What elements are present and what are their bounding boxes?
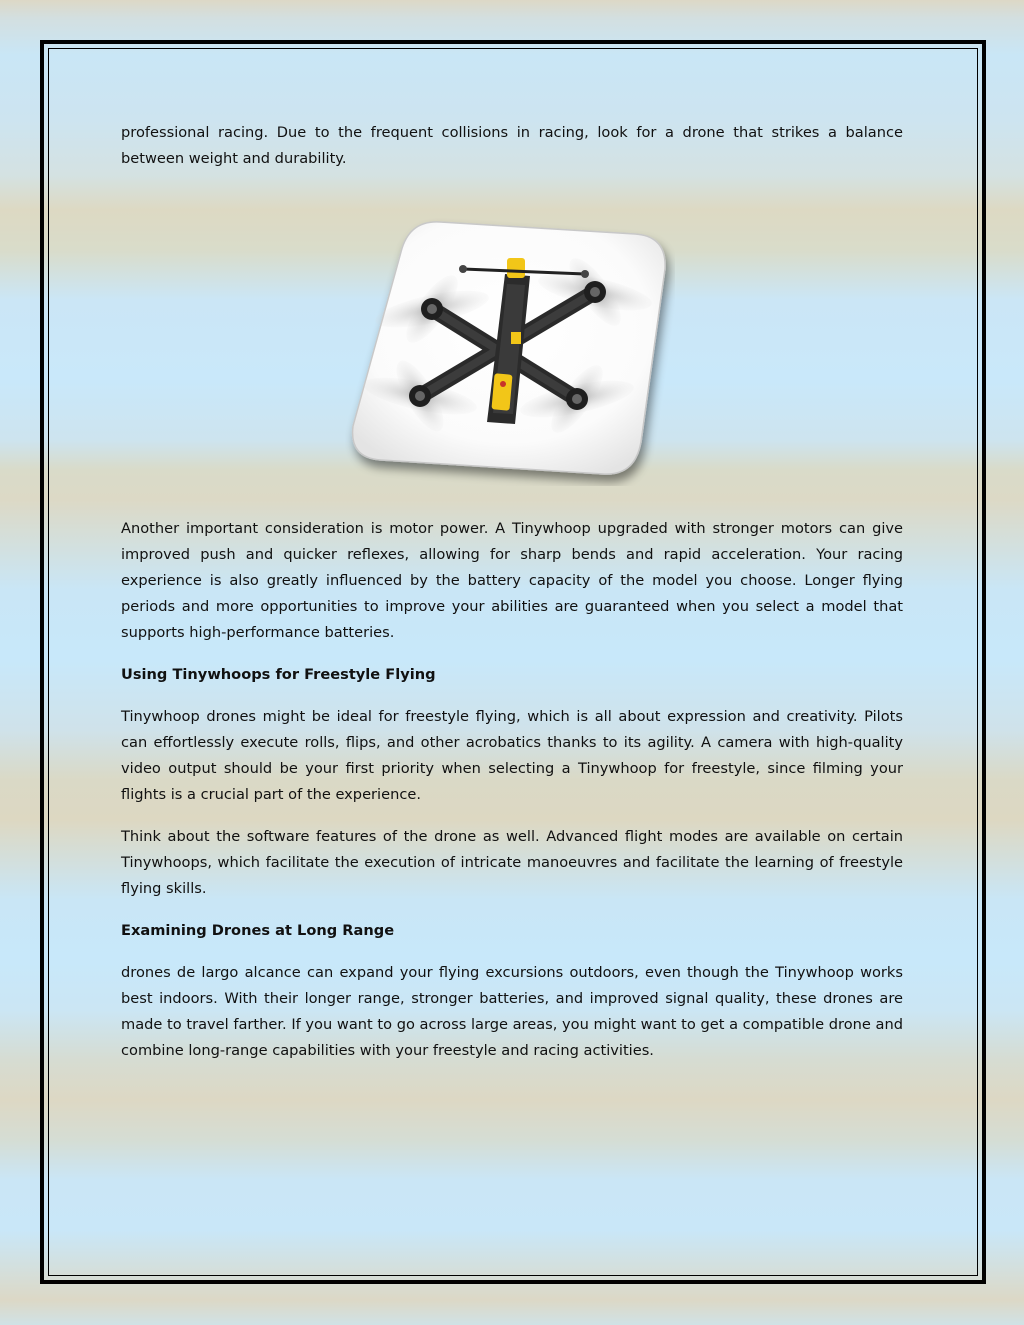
heading-freestyle: Using Tinywhoops for Freestyle Flying [121,666,436,683]
paragraph-longrange: drones de largo alcance can expand your flying excursions outdoors, even though the Tinywhoop works best indoors. With their longer range, stronger batteries, and improved signal quality, these drones are made to travel farther. If you want to go across large areas, you might want to get a compatible drone and combine long-range capabilities with your freestyle and racing activities. [121,964,903,1059]
paragraph-freestyle: Tinywhoop drones might be ideal for freestyle flying, which is all about expression and creativity. Pilots can effortlessly execute rolls, flips, and other acrobatics thanks to its agility. A camera with high-quality video output should be your first priority when selecting a Tinywhoop for freestyle, since filming your flights is a crucial part of the experience. [121,708,903,803]
paragraph-motor: Another important consideration is motor power. A Tinywhoop upgraded with stronger motors can give improved push and quicker reflexes, allowing for sharp bends and rapid acceleration. Your racing experience is also greatly influenced by the battery capacity of the model you choose. Longer flying periods and more opportunities to improve your abilities are guaranteed when you select a model that supports high-performance batteries. [121,520,903,641]
heading-longrange: Examining Drones at Long Range [121,922,395,939]
document-body [121,120,903,172]
paragraph-intro: professional racing. Due to the frequent collisions in racing, look for a drone that strikes a balance between weight and durability. [121,124,903,167]
document-body-lower [121,516,903,1080]
drone-image [345,214,675,486]
paragraph-software: Think about the software features of the drone as well. Advanced flight modes are available on certain Tinywhoops, which facilitate the execution of intricate manoeuvres and facilitate the learning of freestyle flying skills. [121,828,903,897]
